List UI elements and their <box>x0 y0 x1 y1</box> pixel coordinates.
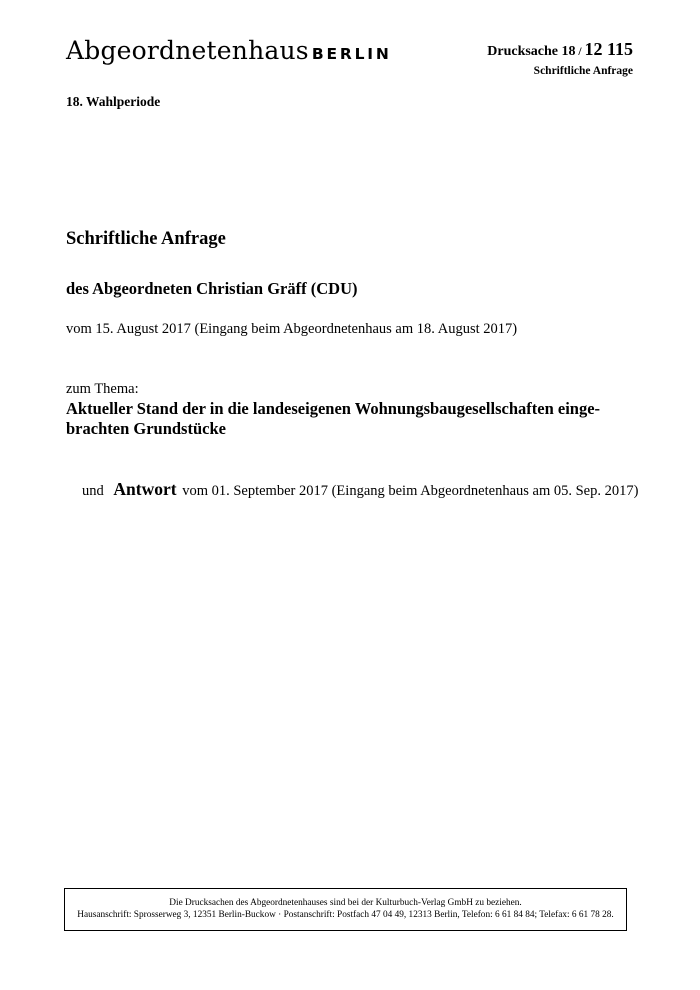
document-type: Schriftliche Anfrage <box>533 65 633 77</box>
drucksache-separator: / <box>575 46 585 58</box>
answer-date: vom 01. September 2017 (Eingang beim Abgeordnetenhaus am 05. Sep. 2017) <box>182 483 639 499</box>
thema-text: Aktueller Stand der in die landeseigenen Wohnungsbaugesellschaften einge- brachten Grundstücke <box>66 399 601 438</box>
wahlperiode: 18. Wahlperiode <box>66 94 161 109</box>
drucksache-label: Drucksache 18 <box>487 44 576 59</box>
answer-line <box>82 479 638 500</box>
logo-main-text: Abgeordnetenhaus <box>66 36 309 65</box>
document-title: Schriftliche Anfrage <box>66 229 226 249</box>
footer-box <box>64 888 627 931</box>
drucksache-line <box>487 39 633 60</box>
thema-label: zum Thema: <box>66 381 139 397</box>
drucksache-block <box>487 39 633 77</box>
parliament-logo <box>66 36 392 65</box>
date-line: vom 15. August 2017 (Eingang beim Abgeordnetenhaus am 18. August 2017) <box>66 321 518 337</box>
footer-line-1: Die Drucksachen des Abgeordnetenhauses sind bei der Kulturbuch-Verlag GmbH zu beziehen. <box>169 898 522 908</box>
answer-prefix: und <box>82 483 104 499</box>
author-line: des Abgeordneten Christian Gräff (CDU) <box>66 279 358 298</box>
answer-word: Antwort <box>113 479 177 499</box>
footer-line-2: Hausanschrift: Sprosserweg 3, 12351 Berlin-Buckow · Postanschrift: Postfach 47 04 49, 12313 Berlin, Telefon: 6 61 84 84; Telefax: 6 61 78 28. <box>77 910 614 920</box>
drucksache-number: 12 115 <box>584 39 633 59</box>
logo-city-text: BERLIN <box>311 45 392 63</box>
